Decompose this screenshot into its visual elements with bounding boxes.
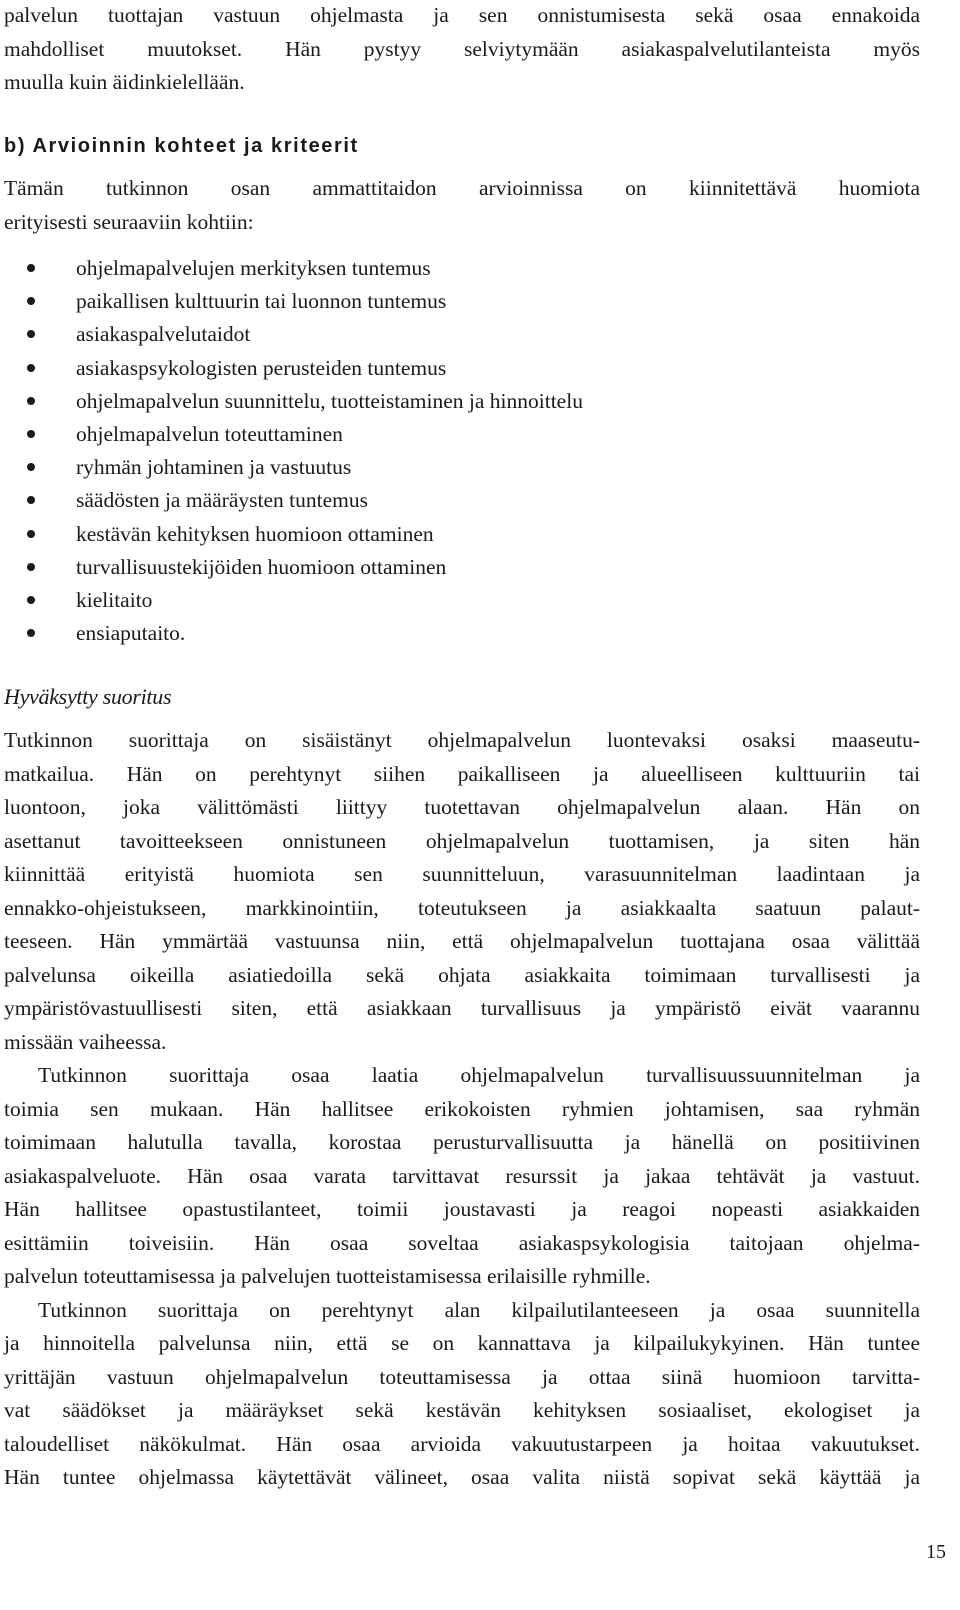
text-line: muulla kuin äidinkielellään. [4,70,245,94]
approved-performance-text [4,724,920,1495]
list-item [4,252,583,285]
list-item [4,385,583,418]
text-line: palvelunsa oikeilla asiatiedoilla sekä ohjata asiakkaita toimimaan turvallisesti ja [4,962,920,987]
text-line: toimia sen mukaan. Hän hallitsee erikokoisten ryhmien johtamisen, saa ryhmän [4,1096,920,1121]
list-item-text: asiakaspsykologisten perusteiden tuntemus [76,355,447,380]
list-item-text: ohjelmapalvelujen merkityksen tuntemus [76,256,431,280]
bullet-icon [27,330,35,338]
text-line: kiinnittää erityistä huomiota sen suunnitteluun, varasuunnitelman laadintaan ja [4,862,920,886]
list-item [4,285,583,318]
text-line: Tutkinnon suorittaja on sisäistänyt ohjelmapalvelun luontevaksi osaksi maaseutu- [4,728,920,752]
bullet-icon [27,530,35,538]
list-item [4,318,583,351]
text-line: asiakaspalveluote. Hän osaa varata tarvittavat resurssit ja jakaa tehtävät ja vastuut. [4,1163,920,1188]
section-heading: b) Arvioinnin kohteet ja kriteerit [4,135,359,157]
text-line: taloudelliset näkökulmat. Hän osaa arvioida vakuutustarpeen ja hoitaa vakuutukset. [4,1431,920,1456]
text-line: Tutkinnon suorittaja on perehtynyt alan kilpailutilanteeseen ja osaa suunnitella [38,1297,920,1322]
list-item [4,418,583,451]
intro-paragraph [4,0,920,100]
text-line: asettanut tavoitteekseen onnistuneen ohjelmapalvelun tuottamisen, ja siten hän [4,828,920,853]
list-item [4,584,583,617]
bullet-icon [27,463,35,471]
list-item-text: asiakaspalvelutaidot [76,322,251,347]
list-item-text: säädösten ja määräysten tuntemus [76,488,368,513]
criteria-list [4,252,583,650]
text-line: vat säädökset ja määräykset sekä kestävän kehityksen sosiaaliset, ekologiset ja [4,1398,920,1422]
bullet-icon [27,596,35,604]
list-item-text: kielitaito [76,588,153,613]
page-number: 15 [926,1541,946,1563]
text-line: mahdolliset muutokset. Hän pystyy selviytymään asiakaspalvelutilanteista myös [4,36,920,61]
list-item-text: ryhmän johtaminen ja vastuutus [76,455,352,480]
text-line: toimimaan halutulla tavalla, korostaa perusturvallisuutta ja hänellä on positiivinen [4,1130,920,1154]
text-line: luontoon, joka välittömästi liittyy tuotettavan ohjelmapalvelun alaan. Hän on [4,795,920,819]
text-line: ja hinnoitella palvelunsa niin, että se on kannattava ja kilpailukykyinen. Hän tuntee [4,1331,920,1355]
text-line: teeseen. Hän ymmärtää vastuunsa niin, että ohjelmapalvelun tuottajana osaa välittää [4,929,920,953]
list-item [4,617,583,650]
text-line: Hän tuntee ohjelmassa käytettävät välineet, osaa valita niistä sopivat sekä käyttää ja [4,1465,920,1489]
list-item [4,352,583,385]
bullet-icon [27,364,35,372]
bullet-icon [27,297,35,305]
list-item [4,518,583,551]
list-item-text: ensiaputaito. [76,621,186,646]
bullet-icon [27,496,35,504]
list-item-text: kestävän kehityksen huomioon ottaminen [76,521,434,546]
text-line: matkailua. Hän on perehtynyt siihen paikalliseen ja alueelliseen kulttuuriin tai [4,761,920,786]
text-line: palvelun tuottajan vastuun ohjelmasta ja sen onnistumisesta sekä osaa ennakoida [4,3,920,27]
criteria-intro-paragraph [4,172,920,239]
list-item-text: paikallisen kulttuurin tai luonnon tuntemus [76,289,447,314]
text-line: Tutkinnon suorittaja osaa laatia ohjelmapalvelun turvallisuussuunnitelman ja [38,1063,920,1087]
text-line: ympäristövastuullisesti siten, että asiakkaan turvallisuus ja ympäristö eivät vaarannu [4,996,920,1020]
subheading: Hyväksytty suoritus [4,684,172,709]
bullet-icon [27,430,35,438]
bullet-icon [27,397,35,405]
text-line: esittämiin toiveisiin. Hän osaa soveltaa asiakaspsykologisia taitojaan ohjelma- [4,1230,920,1255]
list-item-text: turvallisuustekijöiden huomioon ottaminen [76,554,447,579]
text-line: palvelun toteuttamisessa ja palvelujen tuotteistamisessa erilaisille ryhmille. [4,1264,651,1288]
list-item [4,551,583,584]
list-item [4,484,583,517]
text-line: Tämän tutkinnon osan ammattitaidon arvioinnissa on kiinnitettävä huomiota [4,176,920,200]
list-item-text: ohjelmapalvelun suunnittelu, tuotteistaminen ja hinnoittelu [76,388,583,413]
bullet-icon [27,264,35,272]
bullet-icon [27,563,35,571]
text-line: yrittäjän vastuun ohjelmapalvelun toteuttamisessa ja ottaa siinä huomioon tarvitta- [4,1364,920,1389]
text-line: erityisesti seuraaviin kohtiin: [4,209,254,234]
bullet-icon [27,629,35,637]
text-line: ennakko-ohjeistukseen, markkinointiin, toteutukseen ja asiakkaalta saatuun palaut- [4,895,920,920]
list-item [4,451,583,484]
list-item-text: ohjelmapalvelun toteuttaminen [76,422,343,447]
text-line: missään vaiheessa. [4,1029,167,1054]
text-line: Hän hallitsee opastustilanteet, toimii joustavasti ja reagoi nopeasti asiakkaiden [4,1197,920,1221]
